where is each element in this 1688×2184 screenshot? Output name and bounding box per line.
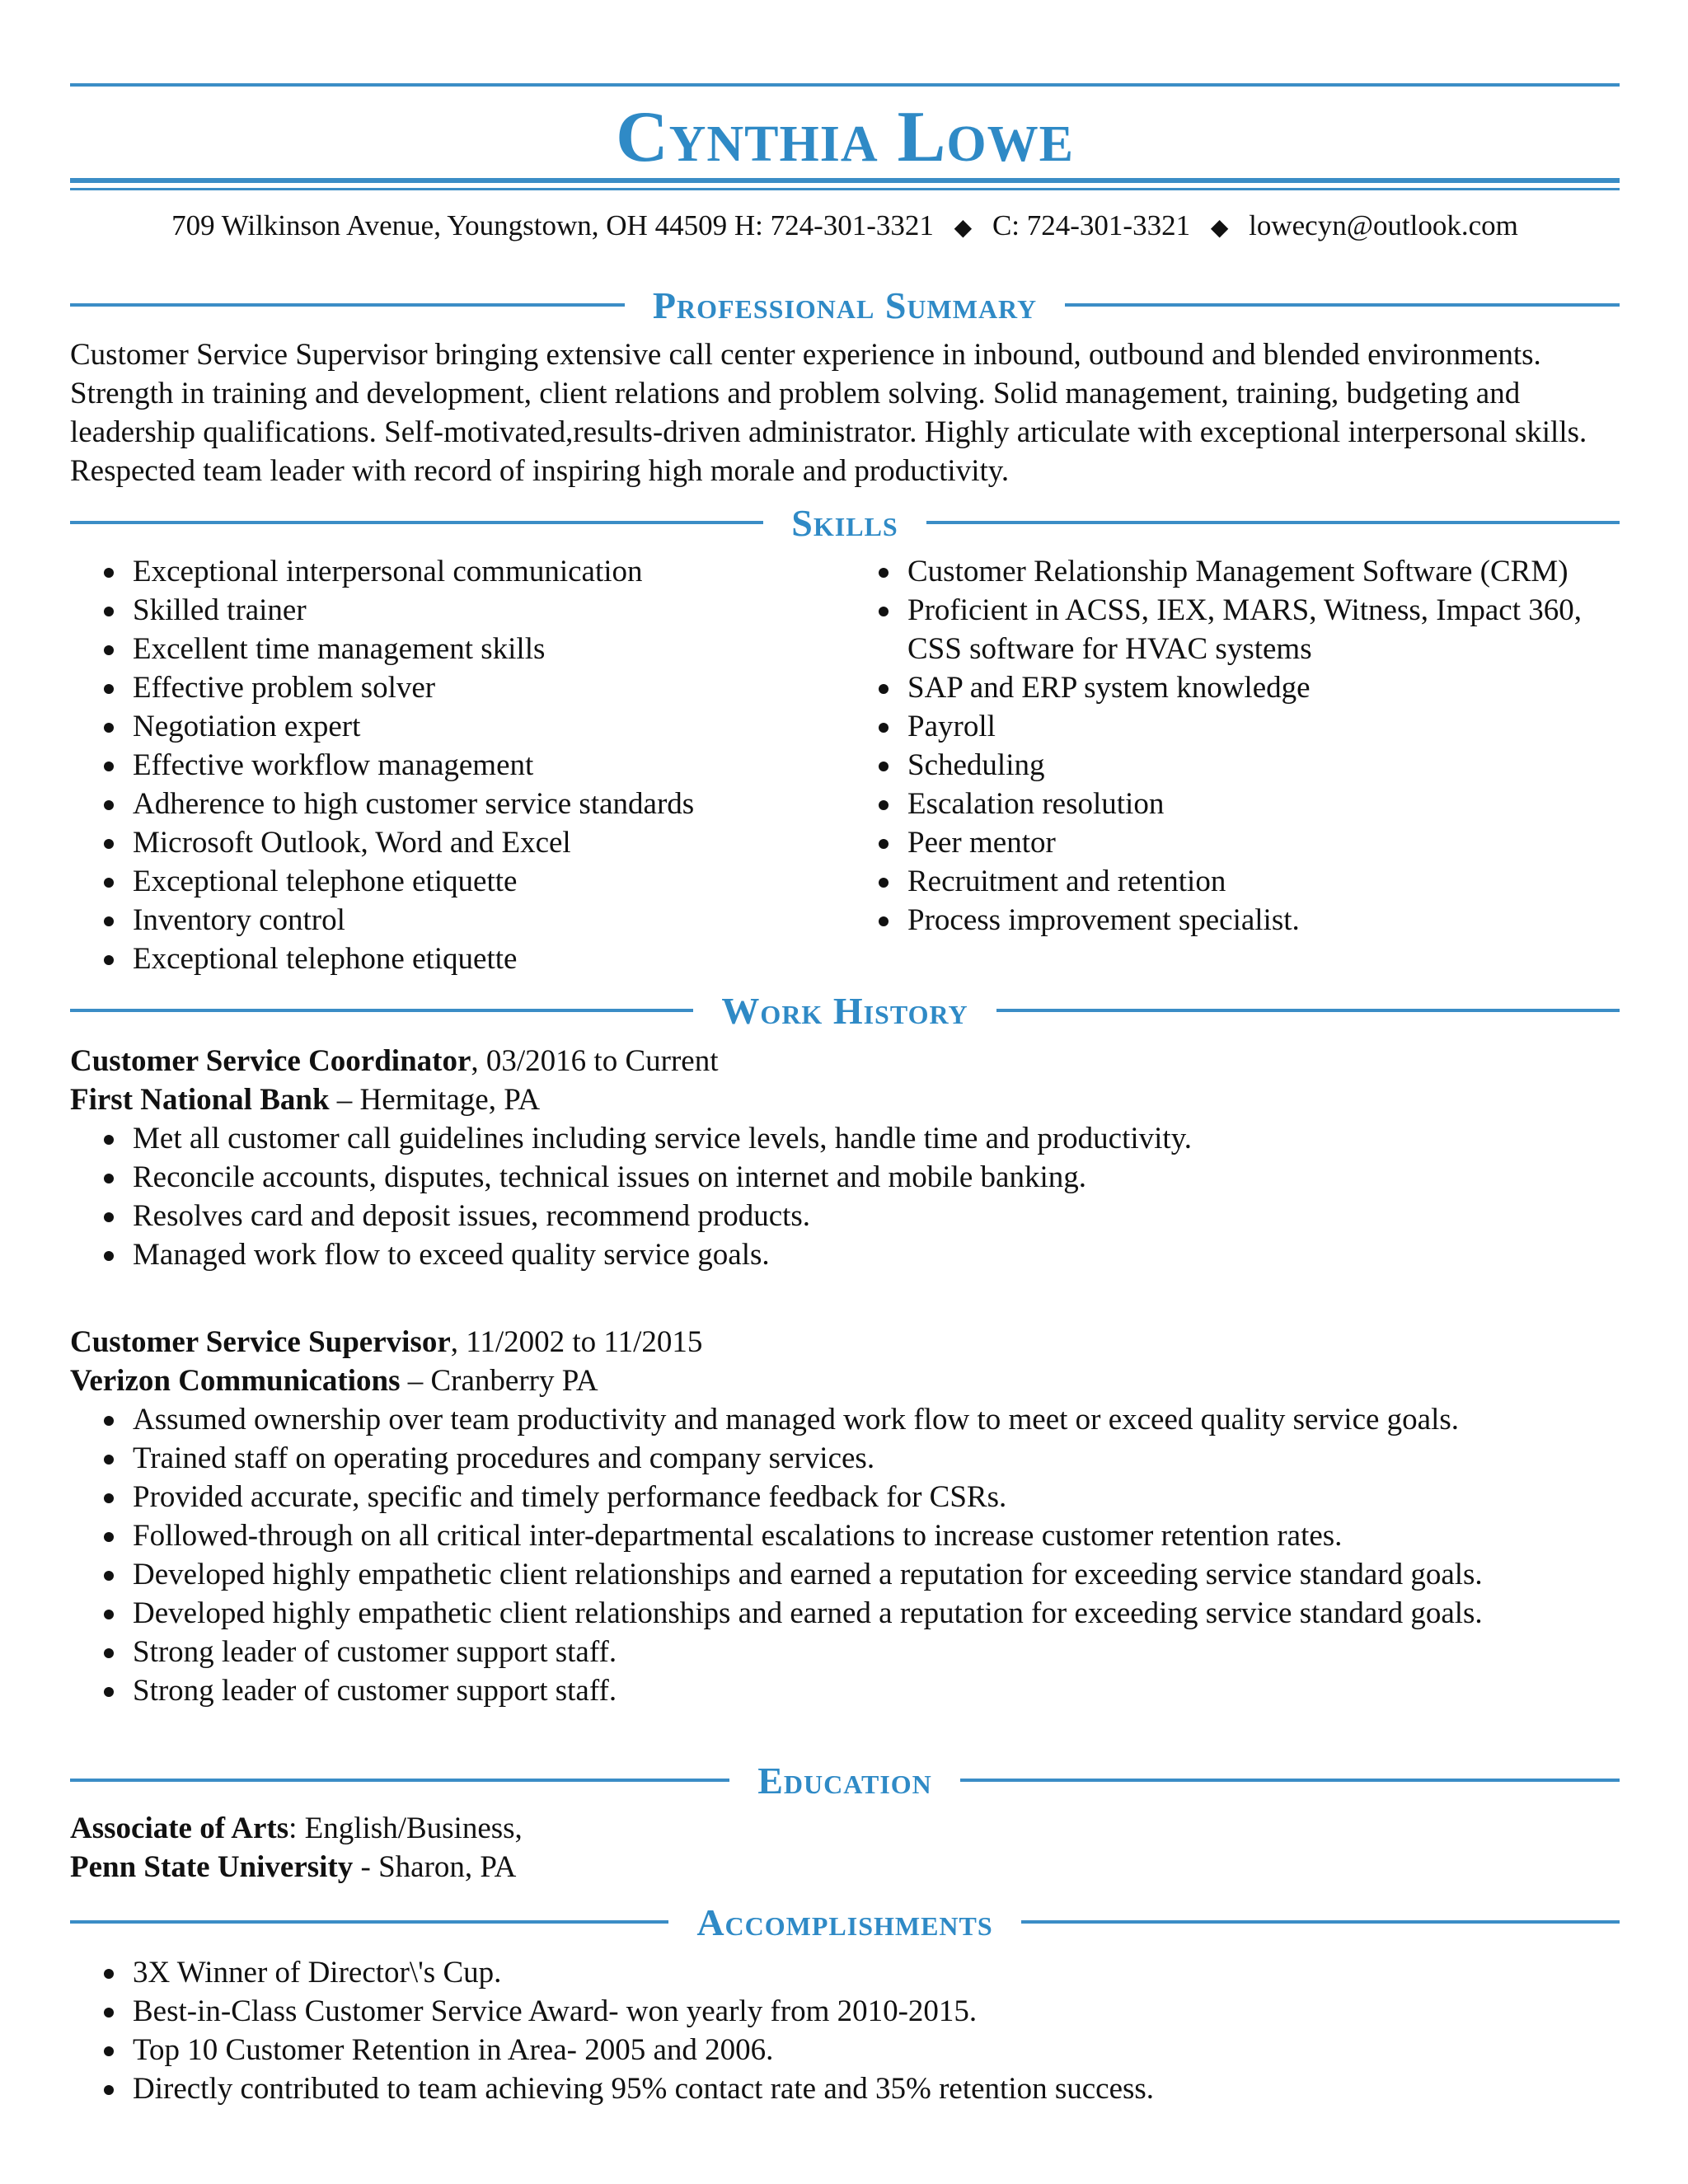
education-school: Penn State University bbox=[70, 1850, 354, 1884]
education-degree-line bbox=[70, 1809, 1620, 1848]
job-dates: , 03/2016 to Current bbox=[471, 1044, 719, 1078]
skill-item: Exceptional telephone etiquette bbox=[70, 862, 812, 901]
heading-rule bbox=[1021, 1920, 1620, 1924]
job-bullet: Assumed ownership over team productivity and managed work flow to meet or exceed quality service goals. bbox=[70, 1400, 1620, 1439]
job-bullet: Strong leader of customer support staff. bbox=[70, 1633, 1620, 1671]
job-title-line bbox=[70, 1323, 1620, 1361]
heading-rule bbox=[960, 1779, 1620, 1782]
job-bullets bbox=[70, 1400, 1620, 1710]
job-bullet: Followed-through on all critical inter-departmental escalations to increase customer retention rates. bbox=[70, 1516, 1620, 1555]
job-location: – Cranberry PA bbox=[400, 1364, 598, 1398]
contact-home-phone: H: 724-301-3321 bbox=[734, 209, 934, 241]
diamond-separator-icon: ◆ bbox=[954, 215, 973, 241]
section-title: Professional Summary bbox=[652, 284, 1038, 326]
job-location: – Hermitage, PA bbox=[329, 1083, 541, 1117]
accomplishment-item: Top 10 Customer Retention in Area- 2005 and 2006. bbox=[70, 2031, 1620, 2069]
section-title: Accomplishments bbox=[696, 1900, 993, 1943]
skill-item: Adherence to high customer service standards bbox=[70, 785, 812, 823]
job-bullet: Developed highly empathetic client relationships and earned a reputation for exceeding service standard goals. bbox=[70, 1555, 1620, 1594]
education-school-line bbox=[70, 1848, 1620, 1886]
section-title: Work History bbox=[721, 989, 968, 1032]
education-location: - Sharon, PA bbox=[353, 1850, 517, 1884]
job-bullet: Provided accurate, specific and timely performance feedback for CSRs. bbox=[70, 1478, 1620, 1516]
accomplishment-item: Best-in-Class Customer Service Award- won yearly from 2010-2015. bbox=[70, 1992, 1620, 2031]
skill-item: Inventory control bbox=[70, 901, 812, 940]
heading-rule bbox=[70, 1009, 693, 1012]
job-company-line bbox=[70, 1361, 1620, 1400]
skill-item: Exceptional telephone etiquette bbox=[70, 940, 812, 978]
skill-item: Microsoft Outlook, Word and Excel bbox=[70, 823, 812, 862]
contact-address: 709 Wilkinson Avenue, Youngstown, OH 44509 bbox=[171, 209, 728, 241]
heading-rule bbox=[70, 303, 625, 307]
heading-rule bbox=[1065, 303, 1620, 307]
skill-item: Process improvement specialist. bbox=[845, 901, 1620, 940]
job-bullet: Resolves card and deposit issues, recommend products. bbox=[70, 1197, 1620, 1235]
header-rule-thick bbox=[70, 178, 1620, 183]
skill-item: Exceptional interpersonal communication bbox=[70, 552, 812, 591]
job-entry bbox=[70, 1323, 1620, 1710]
job-bullet: Trained staff on operating procedures and company services. bbox=[70, 1439, 1620, 1478]
contact-line bbox=[70, 208, 1620, 246]
section-title: Education bbox=[757, 1759, 932, 1802]
skills-list-right bbox=[845, 552, 1620, 940]
header-rule-thin bbox=[70, 188, 1620, 190]
accomplishment-item: Directly contributed to team achieving 95% contact rate and 35% retention success. bbox=[70, 2069, 1620, 2108]
accomplishments-list bbox=[70, 1953, 1620, 2108]
job-entry bbox=[70, 1042, 1620, 1274]
job-company: First National Bank bbox=[70, 1083, 330, 1117]
summary-text: Customer Service Supervisor bringing extensive call center experience in inbound, outbound and blended environments. Strength in training and development, client relations and problem solving. Solid management, training, budgeting and leadership qualifications. Self-motivated,results-driven administrator. Highly articulate with exceptional interpersonal skills. Respected team leader with record of inspiring high morale and productivity. bbox=[70, 338, 1587, 488]
skill-item: Escalation resolution bbox=[845, 785, 1620, 823]
skills-list-left bbox=[70, 552, 812, 978]
contact-cell-phone: C: 724-301-3321 bbox=[992, 209, 1191, 241]
section-heading-accomplishments bbox=[70, 1899, 1620, 1945]
heading-rule bbox=[70, 1920, 668, 1924]
job-bullet: Managed work flow to exceed quality service goals. bbox=[70, 1235, 1620, 1274]
job-dates: , 11/2002 to 11/2015 bbox=[450, 1325, 703, 1359]
job-title-line bbox=[70, 1042, 1620, 1080]
skill-item: SAP and ERP system knowledge bbox=[845, 668, 1620, 707]
skill-item: Effective problem solver bbox=[70, 668, 812, 707]
job-bullet: Developed highly empathetic client relationships and earned a reputation for exceeding service standard goals. bbox=[70, 1594, 1620, 1633]
job-company: Verizon Communications bbox=[70, 1364, 401, 1398]
section-heading-skills bbox=[70, 499, 1620, 546]
heading-rule bbox=[926, 521, 1620, 524]
section-heading-work-history bbox=[70, 987, 1620, 1033]
education-field: : English/Business, bbox=[288, 1811, 523, 1845]
job-bullet: Reconcile accounts, disputes, technical issues on internet and mobile banking. bbox=[70, 1158, 1620, 1197]
job-bullet: Met all customer call guidelines including service levels, handle time and productivity. bbox=[70, 1119, 1620, 1158]
heading-rule bbox=[996, 1009, 1620, 1012]
skill-item: Excellent time management skills bbox=[70, 630, 812, 668]
heading-rule bbox=[70, 1779, 729, 1782]
section-title: Skills bbox=[791, 501, 898, 544]
accomplishment-item: 3X Winner of Director\'s Cup. bbox=[70, 1953, 1620, 1992]
job-title: Customer Service Coordinator bbox=[70, 1044, 471, 1078]
job-bullets bbox=[70, 1119, 1620, 1274]
section-heading-summary bbox=[70, 282, 1620, 328]
candidate-name: Cynthia Lowe bbox=[616, 97, 1074, 177]
education-entry bbox=[70, 1809, 1620, 1886]
education-degree: Associate of Arts bbox=[70, 1811, 289, 1845]
skill-item: Scheduling bbox=[845, 746, 1620, 785]
heading-rule bbox=[70, 521, 763, 524]
skill-item: Peer mentor bbox=[845, 823, 1620, 862]
section-heading-education bbox=[70, 1757, 1620, 1803]
job-title: Customer Service Supervisor bbox=[70, 1325, 451, 1359]
contact-email[interactable]: lowecyn@outlook.com bbox=[1249, 209, 1518, 241]
skill-item: Proficient in ACSS, IEX, MARS, Witness, Impact 360, CSS software for HVAC systems bbox=[845, 591, 1620, 668]
skill-item: Effective workflow management bbox=[70, 746, 812, 785]
job-bullet: Strong leader of customer support staff. bbox=[70, 1671, 1620, 1710]
header-top-rule bbox=[70, 83, 1620, 87]
skill-item: Customer Relationship Management Software (CRM) bbox=[845, 552, 1620, 591]
job-company-line bbox=[70, 1080, 1620, 1119]
skill-item: Skilled trainer bbox=[70, 591, 812, 630]
skill-item: Negotiation expert bbox=[70, 707, 812, 746]
skill-item: Payroll bbox=[845, 707, 1620, 746]
skill-item: Recruitment and retention bbox=[845, 862, 1620, 901]
diamond-separator-icon: ◆ bbox=[1210, 215, 1229, 241]
